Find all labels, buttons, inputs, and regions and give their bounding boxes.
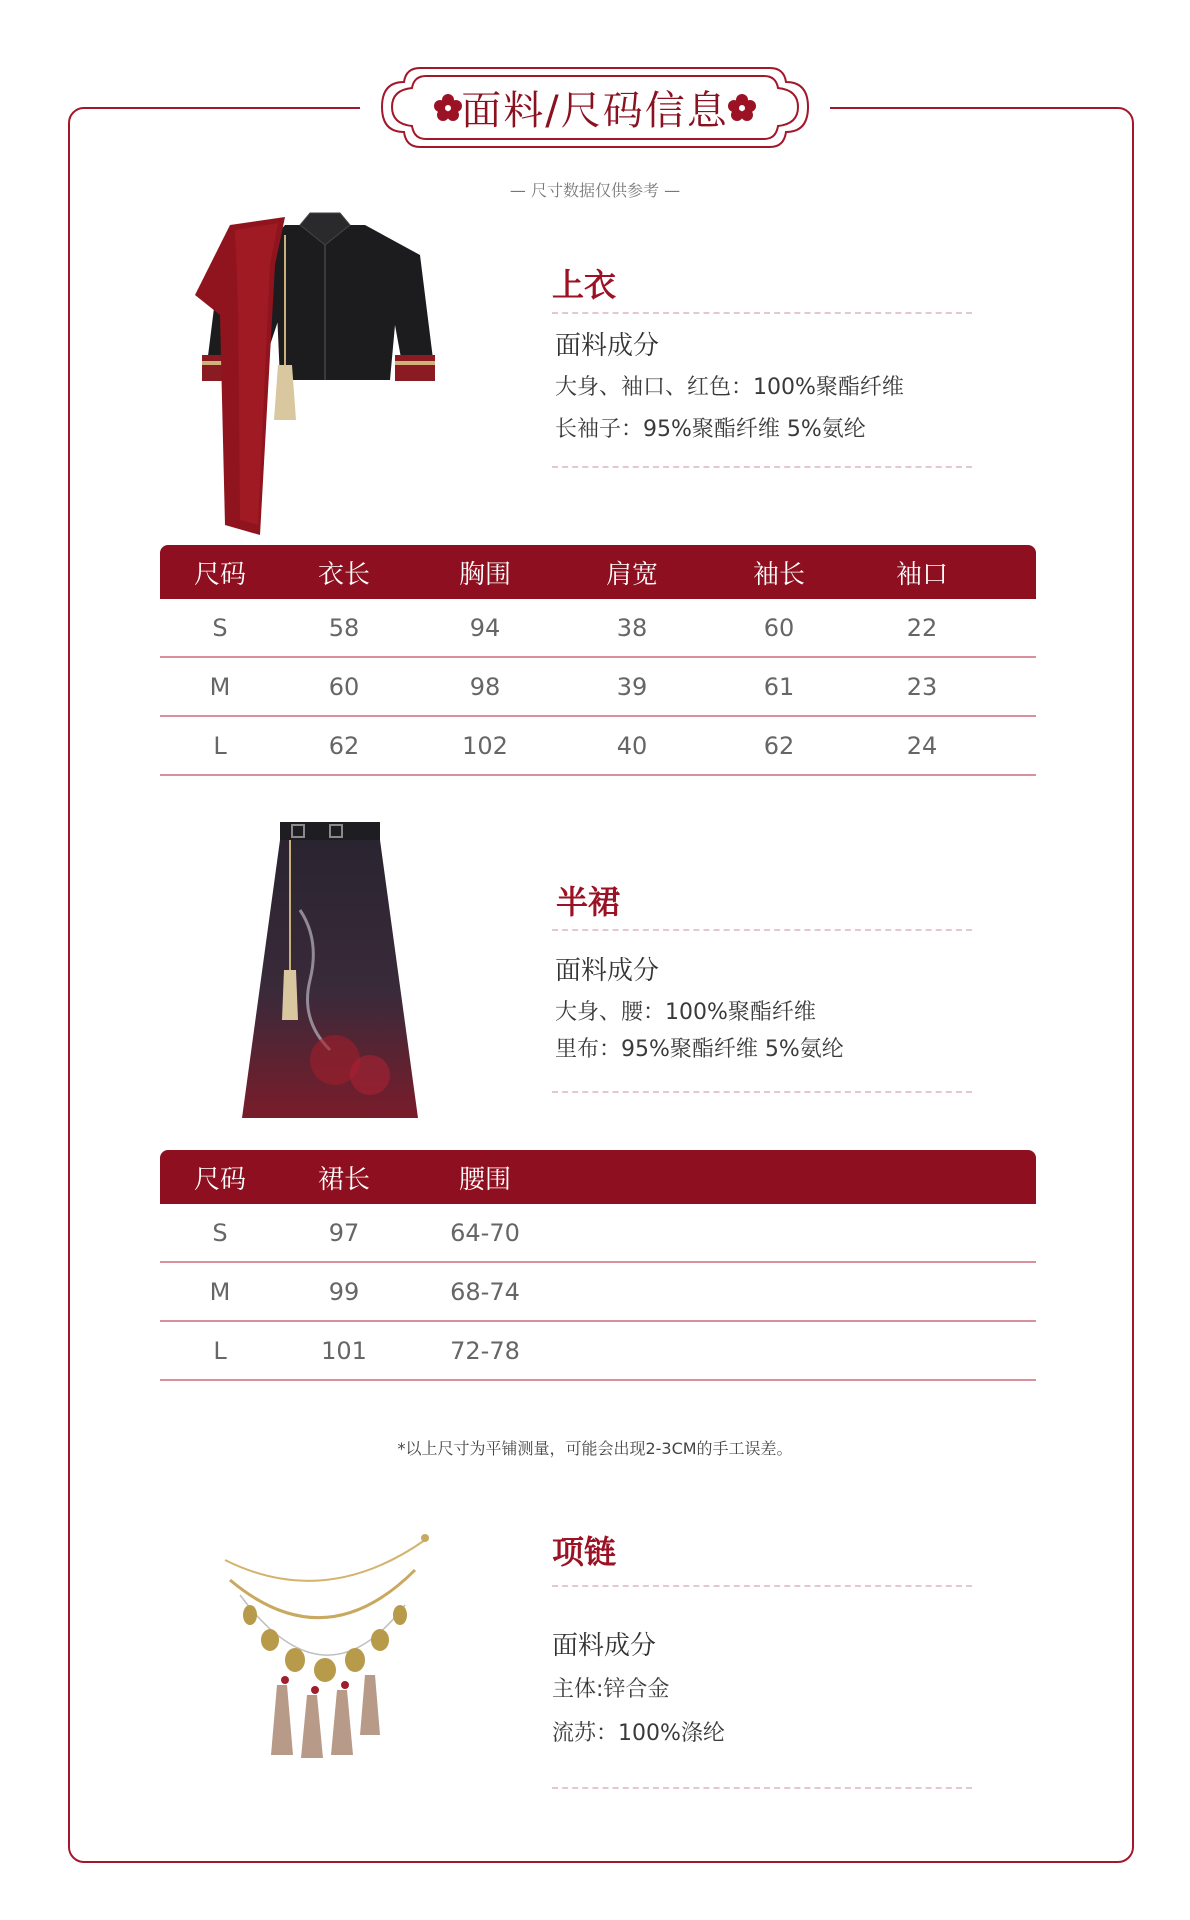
top-header-size: 尺码 [193, 559, 246, 590]
table-cell: 39 [616, 672, 648, 701]
necklace-divider-1 [552, 1585, 972, 1587]
table-cell: 61 [763, 672, 795, 701]
skirt-header-waist: 腰围 [458, 1164, 511, 1195]
table-cell: 22 [906, 613, 938, 642]
top-divider-2 [552, 466, 972, 468]
skirt-image [240, 820, 420, 1120]
skirt-fabric-label: 面料成分 [555, 956, 660, 986]
table-cell: 60 [763, 613, 795, 642]
jacket-image [190, 205, 450, 540]
top-header-length: 衣长 [317, 559, 370, 590]
necklace-fabric-line-2: 流苏：100%涤纶 [552, 1721, 725, 1746]
table-cell: 62 [763, 731, 795, 760]
skirt-header-size: 尺码 [193, 1164, 246, 1195]
table-cell: 102 [462, 731, 508, 760]
necklace-fabric-line-1: 主体:锌合金 [552, 1677, 670, 1702]
table-cell: 58 [328, 613, 360, 642]
top-header-cuff: 袖口 [895, 559, 948, 590]
top-divider-1 [552, 312, 972, 314]
skirt-size-table [160, 1150, 1036, 1381]
measurement-note: *以上尺寸为平铺测量，可能会出现2-3CM的手工误差。 [397, 1439, 793, 1458]
top-fabric-line-2: 长袖子：95%聚酯纤维 5%氨纶 [555, 417, 866, 442]
table-cell: M [209, 1277, 231, 1306]
table-cell: L [213, 1336, 227, 1365]
table-cell: 97 [328, 1218, 360, 1247]
necklace-divider-2 [552, 1787, 972, 1789]
table-cell: 24 [906, 731, 938, 760]
top-table-header [160, 545, 1036, 599]
top-header-chest: 胸围 [458, 559, 511, 590]
table-cell: 64-70 [450, 1218, 520, 1247]
table-cell: S [212, 1218, 228, 1247]
necklace-image [215, 1510, 435, 1760]
table-row [160, 1322, 1036, 1381]
skirt-title: 半裙 [556, 883, 621, 921]
table-cell: 72-78 [450, 1336, 520, 1365]
table-cell: 23 [906, 672, 938, 701]
table-row [160, 658, 1036, 717]
table-cell: 40 [616, 731, 648, 760]
table-cell: 94 [469, 613, 501, 642]
table-cell: 62 [328, 731, 360, 760]
page-subtitle: — 尺寸数据仅供参考 — [509, 181, 681, 200]
table-cell: 68-74 [450, 1277, 520, 1306]
table-row [160, 717, 1036, 776]
top-size-table [160, 545, 1036, 776]
table-cell: 99 [328, 1277, 360, 1306]
table-row [160, 599, 1036, 658]
skirt-divider-1 [552, 929, 972, 931]
top-fabric-label: 面料成分 [555, 331, 660, 361]
table-cell: 60 [328, 672, 360, 701]
necklace-fabric-label: 面料成分 [552, 1631, 657, 1661]
table-cell: L [213, 731, 227, 760]
table-cell: M [209, 672, 231, 701]
skirt-fabric-line-1: 大身、腰：100%聚酯纤维 [555, 1000, 816, 1025]
top-header-sleeve: 袖长 [752, 559, 805, 590]
table-cell: S [212, 613, 228, 642]
page-title: 面料/尺码信息 [461, 88, 729, 134]
skirt-header-length: 裙长 [317, 1164, 370, 1195]
top-title: 上衣 [552, 266, 617, 304]
skirt-fabric-line-2: 里布：95%聚酯纤维 5%氨纶 [555, 1037, 844, 1062]
top-header-shoulder: 肩宽 [605, 559, 658, 590]
skirt-divider-2 [552, 1091, 972, 1093]
top-fabric-line-1: 大身、袖口、红色：100%聚酯纤维 [555, 375, 904, 400]
table-row [160, 1263, 1036, 1322]
skirt-table-header [160, 1150, 1036, 1204]
table-row [160, 1204, 1036, 1263]
table-cell: 101 [321, 1336, 367, 1365]
table-cell: 98 [469, 672, 501, 701]
necklace-title: 项链 [552, 1533, 617, 1571]
table-cell: 38 [616, 613, 648, 642]
